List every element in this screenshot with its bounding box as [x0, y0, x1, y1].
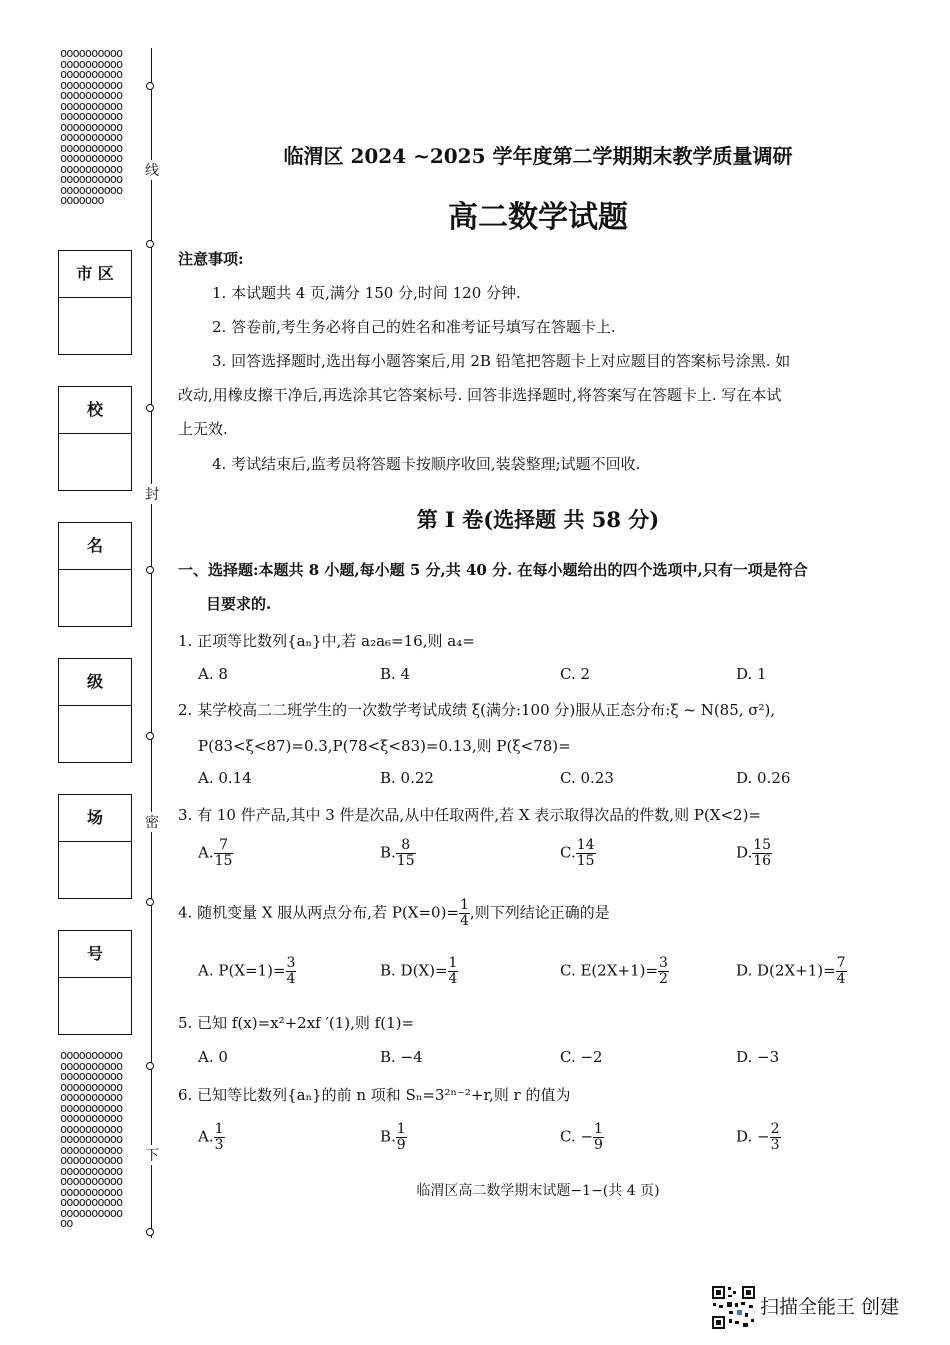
question-4-option-a: A. P(X=1)= $\frac{3}{4}$: [198, 955, 296, 987]
question-6-option-b: B. $\frac{1}{9}$: [380, 1121, 406, 1153]
question-1-option-c: C. 2: [560, 665, 591, 683]
question-3-option-c: C. $\frac{14}{15}$: [560, 837, 595, 869]
question-3-stem: 3. 有 10 件产品,其中 3 件是次品,从中任取两件,若 X 表示取得次品的件数,则 P(X<2)=: [178, 806, 761, 824]
notes-heading: 注意事项:: [178, 250, 244, 268]
seal-char-seal: 封: [143, 484, 161, 504]
binding-ring: [146, 732, 154, 740]
binding-ring: [146, 898, 154, 906]
binding-ring: [146, 1228, 154, 1236]
binding-line: [151, 48, 152, 1238]
seal-char-below: 下: [143, 1145, 161, 1165]
section-title: 第 Ⅰ 卷(选择题 共 58 分): [416, 507, 660, 532]
section-instruction-cont: 目要求的.: [206, 595, 272, 613]
question-5-option-c: C. −2: [560, 1048, 603, 1066]
binding-dots-bottom: oooooooooooooooooooooooooooooooooooooooooooooooooooooooooooooooooooooooooooooooooooooooooooooooooooooooooooooooooooooooooooooooooooooooooooooooooooooooooooooooooo: [60, 1048, 123, 1230]
question-2-option-b: B. 0.22: [380, 769, 434, 787]
question-6-stem: 6. 已知等比数列{aₙ}的前 n 项和 Sₙ=3²ⁿ⁻²+r,则 r 的值为: [178, 1086, 571, 1104]
question-2-option-a: A. 0.14: [198, 769, 252, 787]
field-name[interactable]: 名: [58, 522, 132, 627]
note-item: 改动,用橡皮擦干净后,再选涂其它答案标号. 回答非选择题时,将答案写在答题卡上. 写在本试: [178, 386, 782, 404]
question-5-option-b: B. −4: [380, 1048, 423, 1066]
note-item: 3. 回答选择题时,选出每小题答案后,用 2B 铅笔把答题卡上对应题目的答案标号涂黑. 如: [212, 352, 791, 370]
seal-char-line: 线: [143, 160, 161, 180]
note-item: 1. 本试题共 4 页,满分 150 分,时间 120 分钟.: [212, 284, 521, 302]
field-district[interactable]: 市 区: [58, 250, 132, 355]
question-3-option-d: D. $\frac{15}{16}$: [736, 837, 772, 869]
page-footer: 临渭区高二数学期末试题−1−(共 4 页): [416, 1183, 660, 1199]
binding-ring: [146, 566, 154, 574]
question-4-stem: 4. 随机变量 X 服从两点分布,若 P(X=0)= $\frac{1}{4}$ ,则下列结论正确的是: [178, 897, 610, 929]
question-6-option-a: A. $\frac{1}{3}$: [198, 1121, 224, 1153]
question-4-option-c: C. E(2X+1)= $\frac{3}{2}$: [560, 955, 668, 987]
qr-code-icon: [711, 1285, 756, 1330]
question-2-option-c: C. 0.23: [560, 769, 614, 787]
note-item: 4. 考试结束后,监考员将答题卡按顺序收回,装袋整理;试题不回收.: [212, 455, 641, 473]
question-5-stem: 5. 已知 f(x)=x²+2xf ′(1),则 f(1)=: [178, 1014, 415, 1032]
binding-ring: [146, 240, 154, 248]
question-3-option-a: A. $\frac{7}{15}$: [198, 837, 233, 869]
question-1-option-d: D. 1: [736, 665, 767, 683]
question-2-stem-cont: P(83<ξ<87)=0.3,P(78<ξ<83)=0.13,则 P(ξ<78)=: [198, 737, 571, 755]
question-2-stem: 2. 某学校高二二班学生的一次数学考试成绩 ξ(满分:100 分)服从正态分布:ξ ~ N(85, σ²),: [178, 701, 776, 719]
question-4-option-d: D. D(2X+1)= $\frac{7}{4}$: [736, 955, 846, 987]
question-1-option-a: A. 8: [198, 665, 228, 683]
exam-title: 临渭区 2024 ~2025 学年度第二学期期末教学质量调研: [283, 144, 793, 168]
section-instruction: 一、选择题:本题共 8 小题,每小题 5 分,共 40 分. 在每小题给出的四个选项中,只有一项是符合: [178, 561, 808, 579]
binding-dots-top: ooooooooooooooooooooooooooooooooooooooooooooooooooooooooooooooooooooooooooooooooooooooooooooooooooooooooooooooooooooooooooooooooooooooooooooooooooo: [60, 46, 123, 207]
binding-ring: [146, 82, 154, 90]
scanner-watermark: 扫描全能王 创建: [760, 1296, 900, 1318]
question-4-option-b: B. D(X)= $\frac{1}{4}$: [380, 955, 458, 987]
field-room[interactable]: 场: [58, 794, 132, 899]
question-6-option-d: D. − $\frac{2}{3}$: [736, 1121, 780, 1153]
binding-ring: [146, 1062, 154, 1070]
seal-char-secret: 密: [143, 812, 161, 832]
binding-ring: [146, 404, 154, 412]
question-2-option-d: D. 0.26: [736, 769, 791, 787]
question-5-option-d: D. −3: [736, 1048, 780, 1066]
field-seat-number[interactable]: 号: [58, 930, 132, 1035]
field-school[interactable]: 校: [58, 386, 132, 491]
subject-title: 高二数学试题: [448, 200, 628, 235]
field-class[interactable]: 级: [58, 658, 132, 763]
note-item: 2. 答卷前,考生务必将自己的姓名和准考证号填写在答题卡上.: [212, 318, 616, 336]
question-6-option-c: C. − $\frac{1}{9}$: [560, 1121, 603, 1153]
note-item: 上无效.: [178, 420, 228, 438]
question-1-option-b: B. 4: [380, 665, 411, 683]
question-1-stem: 1. 正项等比数列{aₙ}中,若 a₂a₆=16,则 a₄=: [178, 632, 475, 650]
question-5-option-a: A. 0: [198, 1048, 228, 1066]
question-3-option-b: B. $\frac{8}{15}$: [380, 837, 415, 869]
